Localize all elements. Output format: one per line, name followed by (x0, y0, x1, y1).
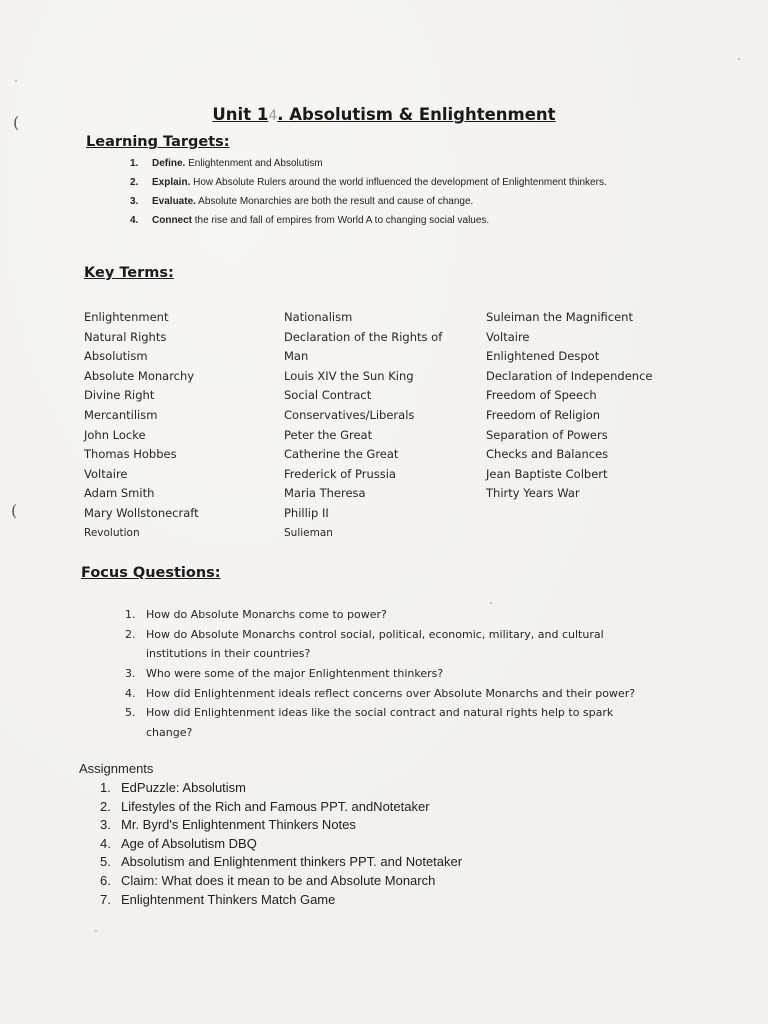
question-text: How did Enlightenment ideas like the social contract and natural rights help to spark change? (146, 706, 614, 739)
target-keyword: Define. (152, 158, 186, 169)
question-text: How do Absolute Monarchs control social, political, economic, military, and cultural institutions in their countries? (146, 627, 604, 660)
item-number: 1. (125, 608, 136, 621)
key-term: Nationalism (284, 310, 353, 324)
question-text: How do Absolute Monarchs come to power? (146, 608, 387, 621)
learning-target-item (130, 213, 630, 230)
focus-questions-list (125, 605, 645, 742)
key-term: Divine Right (84, 388, 155, 403)
item-number: 6. (100, 872, 111, 888)
key-term: Frederick of Prussia (284, 466, 396, 481)
key-terms-column-1 (84, 308, 199, 543)
assignment-text: Mr. Byrd's Enlightenment Thinkers Notes (121, 817, 356, 833)
key-term: Louis XIV the Sun King (284, 368, 414, 383)
target-text: Absolute Monarchies are both the result and cause of change. (195, 196, 474, 207)
target-keyword: Connect (152, 215, 192, 226)
focus-question (125, 703, 645, 741)
key-term: Voltaire (84, 466, 128, 481)
key-term: Sulieman (284, 526, 333, 539)
item-number: 2. (100, 798, 111, 814)
item-number: 2. (130, 177, 139, 188)
scan-speck (738, 58, 740, 60)
scan-speck (490, 602, 492, 604)
assignment-text: Absolutism and Enlightenment thinkers PPT. and Notetaker (121, 854, 463, 870)
item-number: 7. (100, 891, 111, 907)
key-terms-column-3 (486, 308, 652, 504)
title-handwritten-annotation: 4 (268, 108, 278, 124)
title-subtitle: Absolutism & Enlightenment (289, 105, 556, 124)
title-separator: . (277, 105, 290, 124)
assignment-item (100, 853, 462, 872)
key-term: Adam Smith (84, 486, 155, 501)
assignment-item (100, 798, 462, 817)
item-number: 4. (125, 686, 136, 700)
question-text: Who were some of the major Enlightenment thinkers? (146, 666, 444, 680)
page-title (0, 105, 768, 124)
assignment-text: Enlightenment Thinkers Match Game (121, 891, 336, 907)
item-number: 3. (130, 196, 139, 207)
item-number: 3. (100, 817, 111, 833)
key-term: Jean Baptiste Colbert (486, 466, 608, 481)
assignment-text: EdPuzzle: Absolutism (121, 780, 247, 795)
focus-question (125, 605, 645, 624)
key-term: Separation of Powers (486, 427, 608, 442)
key-term: Mercantilism (84, 407, 158, 422)
key-term: Catherine the Great (284, 447, 399, 462)
learning-target-item (130, 156, 630, 173)
key-term: Peter the Great (284, 427, 373, 442)
margin-mark: ( (11, 501, 18, 520)
key-term: Enlightenment (84, 310, 169, 324)
item-number: 5. (100, 854, 111, 870)
key-term: Phillip II (284, 505, 329, 520)
assignment-item (100, 872, 462, 891)
item-number: 3. (125, 666, 136, 680)
key-terms-heading: Key Terms: (84, 265, 174, 281)
key-term: Enlightened Despot (486, 349, 600, 364)
key-term: Natural Rights (84, 329, 167, 344)
scan-speck (95, 930, 97, 932)
target-text: the rise and fall of empires from World A to changing social values. (192, 215, 490, 226)
key-term: Revolution (84, 526, 140, 539)
key-term: Social Contract (284, 388, 372, 403)
key-term: Absolute Monarchy (84, 368, 195, 383)
key-term: Checks and Balances (486, 447, 609, 462)
title-unit: Unit 1 (212, 105, 269, 124)
key-term: Thirty Years War (486, 486, 580, 501)
assignment-text: Age of Absolutism DBQ (121, 835, 257, 851)
target-keyword: Explain. (152, 177, 191, 188)
key-terms-column-2 (284, 308, 442, 543)
focus-question (125, 625, 645, 663)
item-number: 4. (100, 835, 111, 851)
assignment-item (100, 816, 462, 835)
target-text: How Absolute Rulers around the world influenced the development of Enlightenment thinkers. (190, 177, 607, 188)
key-term: Declaration of Independence (486, 368, 653, 383)
learning-target-item (130, 194, 630, 211)
key-term: Suleiman the Magnificent (486, 310, 633, 324)
item-number: 2. (125, 627, 136, 641)
key-term: Absolutism (84, 349, 148, 364)
target-keyword: Evaluate. (152, 196, 196, 207)
assignment-item (100, 779, 462, 798)
key-term: Voltaire (486, 329, 530, 344)
key-term: Maria Theresa (284, 486, 366, 501)
focus-question (125, 684, 645, 703)
scan-speck (15, 80, 17, 82)
item-number: 5. (125, 706, 136, 720)
key-term: Man (284, 349, 309, 364)
key-term: Declaration of the Rights of (284, 329, 443, 344)
learning-targets-list (130, 156, 630, 232)
assignments-heading: Assignments (79, 761, 154, 776)
key-term: Thomas Hobbes (84, 447, 177, 462)
margin-mark: ( (13, 113, 20, 132)
assignment-item (100, 835, 462, 854)
assignment-text: Lifestyles of the Rich and Famous PPT. andNotetaker (121, 798, 430, 814)
focus-question (125, 664, 645, 683)
key-term: John Locke (84, 427, 146, 442)
assignment-item (100, 891, 462, 910)
focus-questions-heading: Focus Questions: (81, 565, 221, 581)
learning-targets-heading: Learning Targets: (86, 134, 230, 150)
key-term: Mary Wollstonecraft (84, 505, 199, 520)
learning-target-item (130, 175, 630, 192)
key-term: Freedom of Speech (486, 388, 597, 403)
target-text: Enlightenment and Absolutism (185, 158, 323, 169)
assignment-text: Claim: What does it mean to be and Absolute Monarch (121, 872, 436, 888)
item-number: 4. (130, 215, 139, 226)
key-term: Freedom of Religion (486, 407, 601, 422)
item-number: 1. (100, 780, 111, 795)
question-text: How did Enlightenment ideals reflect concerns over Absolute Monarchs and their power? (146, 686, 636, 700)
item-number: 1. (130, 158, 139, 169)
key-term: Conservatives/Liberals (284, 407, 415, 422)
assignments-list (100, 779, 462, 909)
